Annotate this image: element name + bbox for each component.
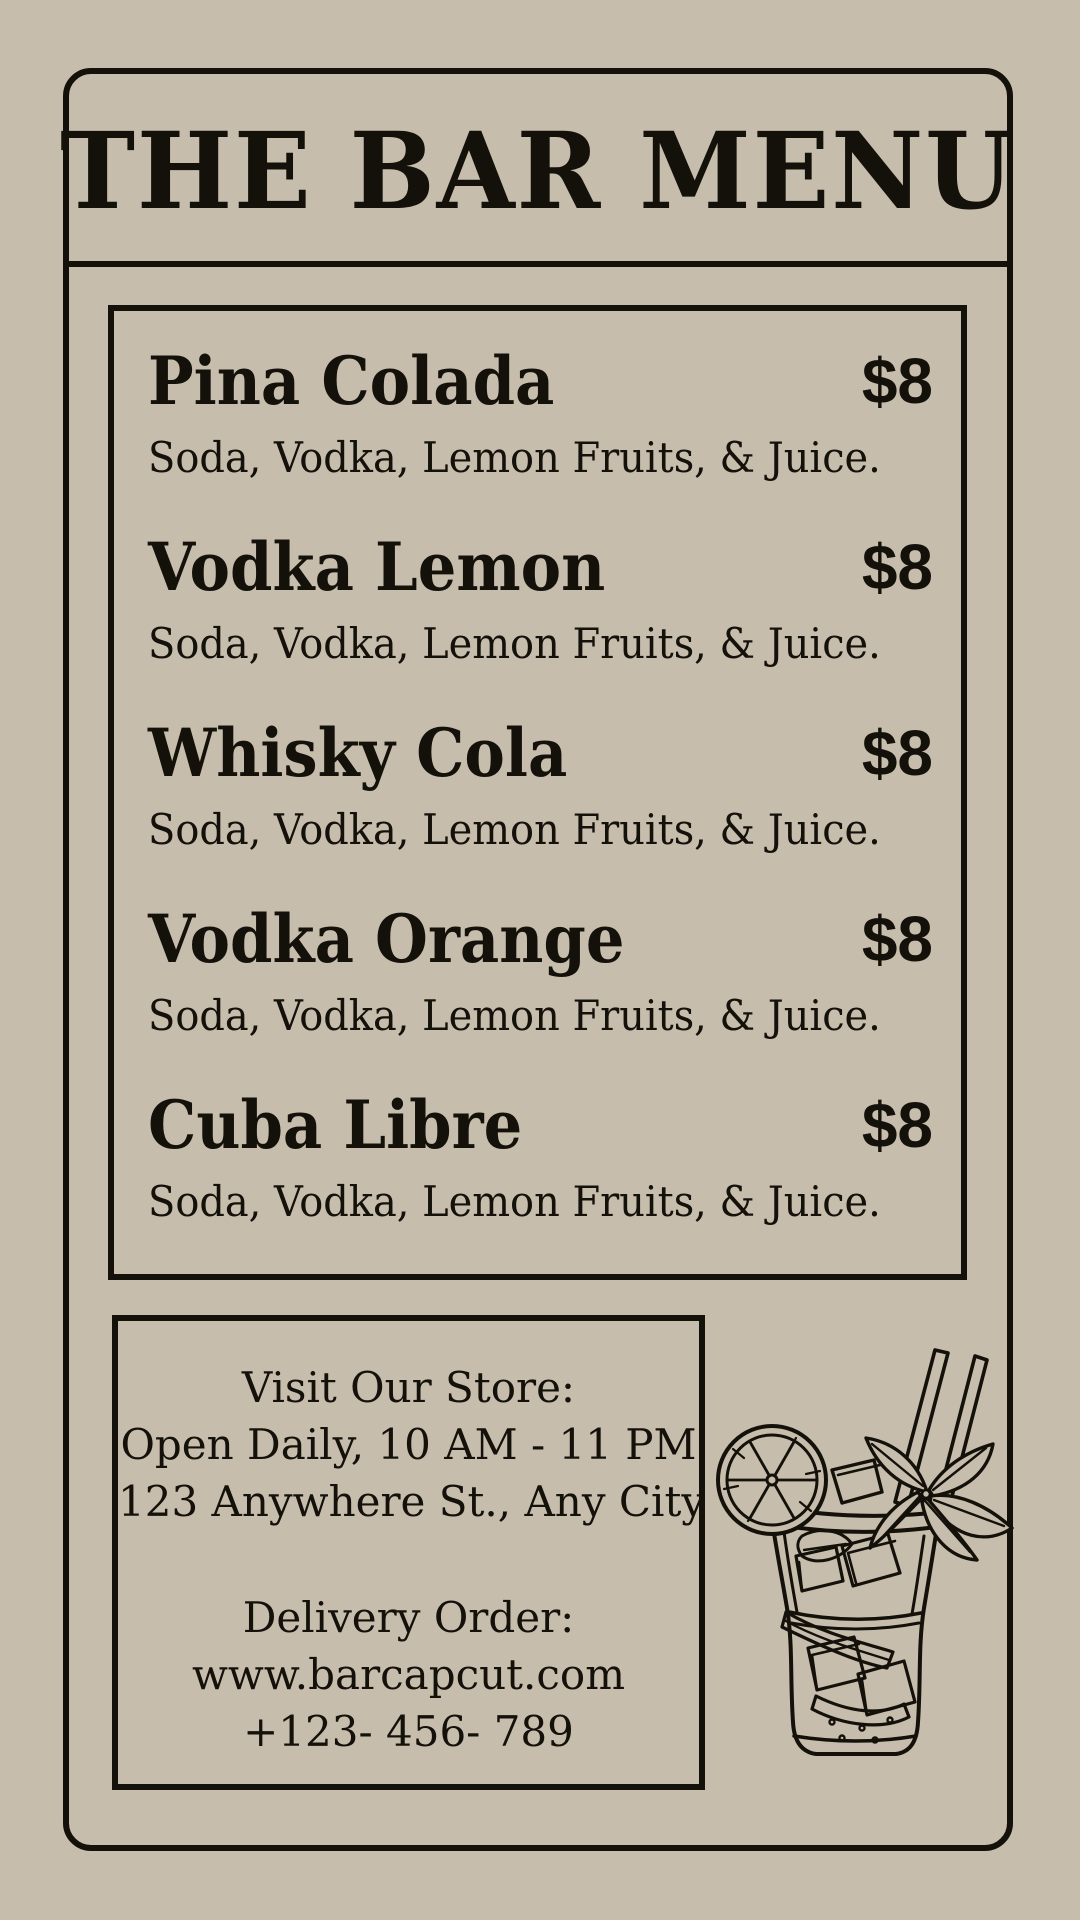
phone-line: +123- 456- 789 [243,1707,574,1756]
menu-item [148,335,933,489]
delivery-heading: Delivery Order: [242,1593,575,1642]
menu-title: THE BAR MENU [60,107,1016,233]
item-description: Soda, Vodka, Lemon Fruits, & Juice. [148,805,881,854]
item-price: $8 [861,531,933,603]
website-line: www.barcapcut.com [191,1650,626,1699]
item-price: $8 [861,345,933,417]
cocktail-illustration [690,1340,1020,1810]
item-name-row [148,521,933,613]
hours-line: Open Daily, 10 AM - 11 PM [120,1420,697,1469]
item-description: Soda, Vodka, Lemon Fruits, & Juice. [148,991,881,1040]
item-description: Soda, Vodka, Lemon Fruits, & Juice. [148,619,881,668]
item-name: Pina Colada [148,342,555,420]
menu-items-list [148,335,933,1233]
rim-ice-cube-icon [832,1460,882,1503]
menu-header [60,74,1016,267]
menu-item [148,707,933,861]
menu-card [60,68,1016,1851]
menu-item [148,893,933,1047]
lime-wheel-icon [718,1426,826,1534]
item-name: Whisky Cola [148,714,568,792]
item-name: Vodka Lemon [148,528,606,606]
item-name-row [148,707,933,799]
item-description: Soda, Vodka, Lemon Fruits, & Juice. [148,433,881,482]
item-price: $8 [861,1089,933,1161]
item-name: Cuba Libre [148,1086,523,1164]
item-name: Vodka Orange [148,900,625,978]
item-name-row [148,1079,933,1171]
menu-items-panel [108,305,967,1280]
item-description: Soda, Vodka, Lemon Fruits, & Juice. [148,1177,881,1226]
address-line: 123 Anywhere St., Any City [118,1477,706,1526]
item-name-row [148,335,933,427]
visit-heading: Visit Our Store: [241,1363,576,1412]
menu-item [148,1079,933,1233]
menu-item [148,521,933,675]
store-info-panel [112,1315,705,1790]
item-price: $8 [861,717,933,789]
item-price: $8 [861,903,933,975]
item-name-row [148,893,933,985]
